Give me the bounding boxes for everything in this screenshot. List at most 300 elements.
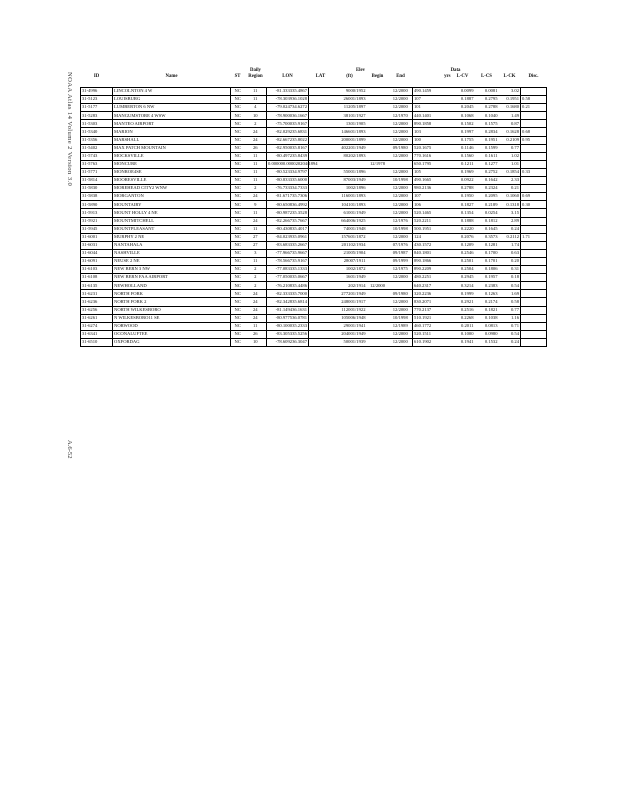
- station-disc: [521, 144, 547, 152]
- station-name: LUMBERTON 6 NW: [113, 104, 231, 112]
- station-end: 10/1998: [389, 314, 413, 322]
- station-state: NC: [231, 298, 245, 306]
- station-begin: [367, 257, 389, 265]
- station-lck: 0.1854: [499, 168, 521, 176]
- station-lon: -77.083335.1333: [267, 266, 309, 274]
- station-disc: [521, 249, 547, 257]
- station-disc: 0.69: [521, 193, 547, 201]
- station-begin: [367, 225, 389, 233]
- station-end: 12/2000: [389, 104, 413, 112]
- station-table: [80, 68, 547, 347]
- header-id: ID: [93, 74, 100, 79]
- station-elev: 11205/1897: [333, 104, 367, 112]
- station-lcs: 0.0980: [475, 330, 499, 338]
- station-name: MOCKSVILLE: [113, 152, 231, 160]
- station-lcv: 0.0099: [451, 88, 475, 96]
- station-name: MOUNTAIRY: [113, 201, 231, 209]
- station-disc: [521, 306, 547, 314]
- station-lcs: 0.0813: [475, 322, 499, 330]
- station-id: 31-5303: [81, 120, 113, 128]
- station-name: NEUSE 2 NE: [113, 257, 231, 265]
- table-row: [81, 120, 547, 128]
- station-end: 12/2000: [389, 338, 413, 346]
- station-lon: -80.650836.4992: [267, 201, 309, 209]
- station-name: NORTH FORK: [113, 290, 231, 298]
- station-lon: -80.523334.9797: [267, 168, 309, 176]
- station-begin: [367, 274, 389, 282]
- station-lon: -80.430835.4017: [267, 225, 309, 233]
- station-end: 12/1989: [389, 322, 413, 330]
- station-name: MOUNT HOLLY 4 NE: [113, 209, 231, 217]
- station-state: NC: [231, 144, 245, 152]
- station-end: 10/1998: [389, 225, 413, 233]
- station-id: 31-6135: [81, 282, 113, 290]
- header-disc: Disc.: [528, 74, 539, 79]
- station-id: 31-5913: [81, 209, 113, 217]
- table-row: [81, 233, 547, 241]
- station-id: 31-5356: [81, 136, 113, 144]
- station-yrs: 520.2211: [413, 217, 451, 225]
- station-lcv: 0.2268: [451, 314, 475, 322]
- station-lck: 0.2109: [499, 136, 521, 144]
- station-begin: [367, 177, 389, 185]
- station-lck: 1.16: [499, 314, 521, 322]
- station-begin: [367, 314, 389, 322]
- station-name: MOUNTPLEASANT: [113, 225, 231, 233]
- station-lck: 0.77: [499, 306, 521, 314]
- station-lon: -82.029235.6831: [267, 128, 309, 136]
- station-lck: 1.69: [499, 290, 521, 298]
- station-disc: [521, 88, 547, 96]
- station-id: 31-6044: [81, 249, 113, 257]
- station-yrs: 107: [413, 193, 451, 201]
- station-lcs: 0.1957: [475, 274, 499, 282]
- station-begin: [367, 96, 389, 104]
- station-yrs: 520.1675: [413, 144, 451, 152]
- station-lcv: 0.3214: [451, 282, 475, 290]
- station-region: 24: [245, 314, 267, 322]
- station-yrs: 320.2236: [413, 290, 451, 298]
- station-lat: [309, 233, 333, 241]
- table-row: [81, 249, 547, 257]
- station-lcs: 0.1532: [475, 338, 499, 346]
- station-lck: 0.54: [499, 282, 521, 290]
- station-disc: [521, 225, 547, 233]
- station-name: NANTAHALA: [113, 241, 231, 249]
- station-lcs: 0.2752: [475, 168, 499, 176]
- station-lat: [309, 266, 333, 274]
- station-yrs: 500.1951: [413, 225, 451, 233]
- station-lck: 0.21: [499, 185, 521, 193]
- station-lat: [309, 249, 333, 257]
- station-state: NC: [231, 290, 245, 298]
- station-elev: 201102/1934: [333, 241, 367, 249]
- station-lat: [309, 274, 333, 282]
- station-lck: 0.71: [499, 322, 521, 330]
- station-state: NC: [231, 338, 245, 346]
- side-title-text: NOAA Atlas 14 Volume 2 Version 3.0: [66, 72, 73, 187]
- station-region: 11: [245, 160, 267, 168]
- station-disc: [521, 120, 547, 128]
- station-id: 31-4996: [81, 88, 113, 96]
- table-row: [81, 201, 547, 209]
- station-disc: 0.95: [521, 136, 547, 144]
- station-yrs: 650.1795: [413, 160, 451, 168]
- table-row: [81, 160, 547, 168]
- station-disc: [521, 257, 547, 265]
- station-id: 31-5838: [81, 193, 113, 201]
- station-id: 31-6274: [81, 322, 113, 330]
- station-yrs: 640.2317: [413, 282, 451, 290]
- station-end: 12/2000: [389, 330, 413, 338]
- station-id: 31-6031: [81, 241, 113, 249]
- station-begin: [367, 152, 389, 160]
- station-lcs: 0.1951: [475, 136, 499, 144]
- station-lcs: 0.2189: [475, 201, 499, 209]
- station-lcs: 0.1040: [475, 112, 499, 120]
- station-lcs: 0.2324: [475, 185, 499, 193]
- station-lon: -82.333335.7000: [267, 290, 309, 298]
- station-lcv: 0.1827: [451, 201, 475, 209]
- station-id: 31-5814: [81, 177, 113, 185]
- station-lck: 0.58: [499, 298, 521, 306]
- station-end: 12/2000: [389, 152, 413, 160]
- station-state: NC: [231, 274, 245, 282]
- table-row: [81, 193, 547, 201]
- station-name: MANGUMSTORE 4 WSW: [113, 112, 231, 120]
- table-row: [81, 177, 547, 185]
- table-row: [81, 330, 547, 338]
- station-id: 31-5743: [81, 152, 113, 160]
- station-elev: 80202/1893: [333, 152, 367, 160]
- station-lat: [309, 168, 333, 176]
- station-end: 12/2000: [389, 128, 413, 136]
- station-begin: [367, 144, 389, 152]
- table-row: [81, 225, 547, 233]
- station-begin: [367, 104, 389, 112]
- station-yrs: 490.1665: [413, 177, 451, 185]
- station-lon: -81.333335.4867: [267, 88, 309, 96]
- station-end: 12/1970: [389, 112, 413, 120]
- station-lat: [309, 104, 333, 112]
- station-lon: -80.100035.2333: [267, 322, 309, 330]
- station-state: NC: [231, 185, 245, 193]
- station-lat: [309, 177, 333, 185]
- station-id: 31-5763: [81, 160, 113, 168]
- station-name: MOORESVILLE: [113, 177, 231, 185]
- station-disc: [521, 185, 547, 193]
- station-name: MOUNTMITCHELL: [113, 217, 231, 225]
- station-elev: 50001/1939: [333, 338, 367, 346]
- station-lat: [309, 338, 333, 346]
- station-region: 3: [245, 249, 267, 257]
- station-id: 31-5283: [81, 112, 113, 120]
- station-lat: [309, 241, 333, 249]
- station-id: 31-6103: [81, 266, 113, 274]
- station-lcv: 0.1997: [451, 128, 475, 136]
- station-elev: 87003/1949: [333, 177, 367, 185]
- station-lcv: 0.2076: [451, 233, 475, 241]
- station-elev: 26001/1893: [333, 96, 367, 104]
- station-disc: [521, 322, 547, 330]
- station-lcv: 0.2945: [451, 274, 475, 282]
- station-yrs: 890.2209: [413, 266, 451, 274]
- station-end: 12/2000: [389, 298, 413, 306]
- station-lon: -82.342835.6814: [267, 298, 309, 306]
- station-id: 31-5402: [81, 144, 113, 152]
- station-lck: 2.89: [499, 217, 521, 225]
- station-begin: [367, 201, 389, 209]
- station-state: NC: [231, 104, 245, 112]
- header-daily: Daily: [250, 68, 261, 73]
- station-lck: 0.63: [499, 249, 521, 257]
- station-elev: 200001/1899: [333, 136, 367, 144]
- station-lcs: 0.1277: [475, 160, 499, 168]
- station-lck: 0.87: [499, 120, 521, 128]
- station-disc: [521, 274, 547, 282]
- station-elev: 146601/1893: [333, 128, 367, 136]
- station-lat: [309, 257, 333, 265]
- station-end: 12/2000: [389, 88, 413, 96]
- station-lcv: 0.2788: [451, 185, 475, 193]
- station-end: 12/2000: [389, 120, 413, 128]
- station-lon: -82.667235.8022: [267, 136, 309, 144]
- header-lat: LAT: [315, 74, 326, 79]
- station-yrs: 100: [413, 136, 451, 144]
- station-state: NC: [231, 128, 245, 136]
- station-yrs: 106: [413, 201, 451, 209]
- table-row: [81, 96, 547, 104]
- table-row: [81, 266, 547, 274]
- header-elev: Elev: [355, 68, 366, 73]
- header-yrs: yrs: [444, 74, 451, 79]
- header-lcs: L-CS: [481, 74, 492, 79]
- station-yrs: 460.1772: [413, 322, 451, 330]
- station-lcs: 0.1038: [475, 314, 499, 322]
- station-elev: 116001/1893: [333, 193, 367, 201]
- station-lck: 0.1060: [499, 193, 521, 201]
- station-elev: 112001/1922: [333, 306, 367, 314]
- header-name: Name: [165, 74, 178, 79]
- station-lcs: 0.2383: [475, 282, 499, 290]
- station-begin: [367, 209, 389, 217]
- station-name: MARION: [113, 128, 231, 136]
- station-begin: [367, 330, 389, 338]
- station-lon: -76.210835.4486: [267, 282, 309, 290]
- station-id: 31-6108: [81, 274, 113, 282]
- station-yrs: 105: [413, 168, 451, 176]
- station-lck: 0.24: [499, 225, 521, 233]
- station-end: [389, 282, 413, 290]
- station-disc: [521, 217, 547, 225]
- table-row: [81, 144, 547, 152]
- station-lck: 2.33: [499, 177, 521, 185]
- station-lat: [309, 193, 333, 201]
- station-region: 11: [245, 225, 267, 233]
- table-row: [81, 338, 547, 346]
- table-row: [81, 136, 547, 144]
- station-end: 12/2000: [389, 209, 413, 217]
- station-begin: [367, 233, 389, 241]
- station-lcv: 0.1211: [451, 160, 475, 168]
- station-begin: [367, 249, 389, 257]
- station-lat: [309, 306, 333, 314]
- station-lcv: 0.1969: [451, 168, 475, 176]
- station-elev: 105006/1948: [333, 314, 367, 322]
- station-begin: [367, 338, 389, 346]
- station-lat: [309, 128, 333, 136]
- station-lat: [309, 322, 333, 330]
- station-id: 31-6231: [81, 290, 113, 298]
- station-elev: 277201/1949: [333, 290, 367, 298]
- station-id: 31-5771: [81, 168, 113, 176]
- station-state: NC: [231, 257, 245, 265]
- station-lcv: 0.1941: [451, 338, 475, 346]
- station-lcs: 0.1806: [475, 266, 499, 274]
- station-begin: [367, 185, 389, 193]
- station-lcs: 0.1701: [475, 257, 499, 265]
- station-end: 09/1980: [389, 144, 413, 152]
- station-lcv: 0.1068: [451, 112, 475, 120]
- station-lck: 0.2112: [499, 233, 521, 241]
- station-id: 31-6261: [81, 314, 113, 322]
- station-name: MURPHY 2 NE: [113, 233, 231, 241]
- station-name: N WILKESBORO11 SE: [113, 314, 231, 322]
- station-lcs: 0.1821: [475, 306, 499, 314]
- station-lcv: 0.1999: [451, 290, 475, 298]
- station-name: MANTEO AIRPORT: [113, 120, 231, 128]
- station-lat: [309, 330, 333, 338]
- station-name: NASHVILLE: [113, 249, 231, 257]
- station-yrs: 610.1902: [413, 338, 451, 346]
- station-name: OXFORDAG: [113, 338, 231, 346]
- station-yrs: 890.1858: [413, 120, 451, 128]
- station-lon: -81.149436.1631: [267, 306, 309, 314]
- station-name: NORTH WILKESBORO: [113, 306, 231, 314]
- station-lat: [309, 217, 333, 225]
- station-elev: 9000/1952: [333, 88, 367, 96]
- station-begin: [367, 290, 389, 298]
- station-state: NC: [231, 177, 245, 185]
- station-name: NEWHOLLAND: [113, 282, 231, 290]
- table-row: [81, 274, 547, 282]
- station-lat: [309, 314, 333, 322]
- station-disc: [521, 160, 547, 168]
- station-disc: 0.58: [521, 96, 547, 104]
- station-end: 12/1976: [389, 217, 413, 225]
- station-name: NORWOOD: [113, 322, 231, 330]
- station-yrs: 770.1616: [413, 152, 451, 160]
- station-end: 12/2000: [389, 168, 413, 176]
- station-lcv: 0.1755: [451, 136, 475, 144]
- station-state: NC: [231, 282, 245, 290]
- station-lcv: 0.1000: [451, 330, 475, 338]
- station-lat: [309, 225, 333, 233]
- station-state: NC: [231, 217, 245, 225]
- station-state: NC: [231, 233, 245, 241]
- station-lat: [309, 144, 333, 152]
- station-yrs: 480.2251: [413, 274, 451, 282]
- station-lcv: 0.1560: [451, 152, 475, 160]
- station-elev: 664006/1925: [333, 217, 367, 225]
- station-begin: [367, 322, 389, 330]
- station-state: NC: [231, 306, 245, 314]
- station-lat: [309, 112, 333, 120]
- station-name: MARSHALL: [113, 136, 231, 144]
- station-end: [389, 160, 413, 168]
- header-lck: L-CK: [503, 74, 516, 79]
- station-end: 12/2000: [389, 233, 413, 241]
- station-begin: [367, 168, 389, 176]
- station-end: 12/2000: [389, 136, 413, 144]
- station-disc: [521, 282, 547, 290]
- station-yrs: 520.1511: [413, 330, 451, 338]
- station-name: MONCURE: [113, 160, 231, 168]
- station-begin: 12/1978: [367, 160, 389, 168]
- station-lck: 0.20: [499, 257, 521, 265]
- station-lon: -83.683335.2667: [267, 241, 309, 249]
- station-yrs: 980.2136: [413, 185, 451, 193]
- station-elev: 1002/1896: [333, 185, 367, 193]
- station-begin: [367, 88, 389, 96]
- station-yrs: 890.1866: [413, 257, 451, 265]
- station-yrs: 430.1572: [413, 241, 451, 249]
- station-table-body: [81, 88, 547, 347]
- station-lcs: 0.2788: [475, 104, 499, 112]
- station-lon: -80.987235.3528: [267, 209, 309, 217]
- station-lon: -78.303936.1028: [267, 96, 309, 104]
- station-elev: 104101/1893: [333, 201, 367, 209]
- station-elev: 204001/1949: [333, 330, 367, 338]
- station-disc: [521, 298, 547, 306]
- station-name: MONROE4SE: [113, 168, 231, 176]
- station-lon: -82.950035.8167: [267, 144, 309, 152]
- station-lcs: 0.2095: [475, 193, 499, 201]
- station-region: 24: [245, 217, 267, 225]
- station-elev: 21005/1904: [333, 249, 367, 257]
- station-begin: [367, 112, 389, 120]
- station-name: MOREHEAD CITY2 WNW: [113, 185, 231, 193]
- station-elev: 157601/1872: [333, 233, 367, 241]
- station-disc: 0.21: [521, 104, 547, 112]
- station-disc: 0.30: [521, 201, 547, 209]
- station-disc: [521, 290, 547, 298]
- station-lcs: 0.1575: [475, 120, 499, 128]
- station-disc: [521, 177, 547, 185]
- station-lon: -77.050035.0667: [267, 274, 309, 282]
- station-lat: [309, 152, 333, 160]
- station-region: 10: [245, 112, 267, 120]
- station-lck: 0.31: [499, 266, 521, 274]
- station-lcv: 0.2501: [451, 257, 475, 265]
- station-lck: 1.02: [499, 152, 521, 160]
- station-lcv: 0.2011: [451, 322, 475, 330]
- station-state: NC: [231, 168, 245, 176]
- station-state: NC: [231, 96, 245, 104]
- station-end: 09/1987: [389, 249, 413, 257]
- station-lon: -80.977536.0781: [267, 314, 309, 322]
- station-lon: -84.023935.0961: [267, 233, 309, 241]
- header-region: Region: [248, 74, 263, 79]
- station-region: 11: [245, 177, 267, 185]
- station-lon: -80.833335.6000: [267, 177, 309, 185]
- station-lcv: 0.1950: [451, 193, 475, 201]
- table-row: [81, 152, 547, 160]
- station-end: 12/2000: [389, 96, 413, 104]
- station-region: 2: [245, 274, 267, 282]
- station-elev: 55001/1896: [333, 168, 367, 176]
- station-lcv: 0.1887: [451, 96, 475, 104]
